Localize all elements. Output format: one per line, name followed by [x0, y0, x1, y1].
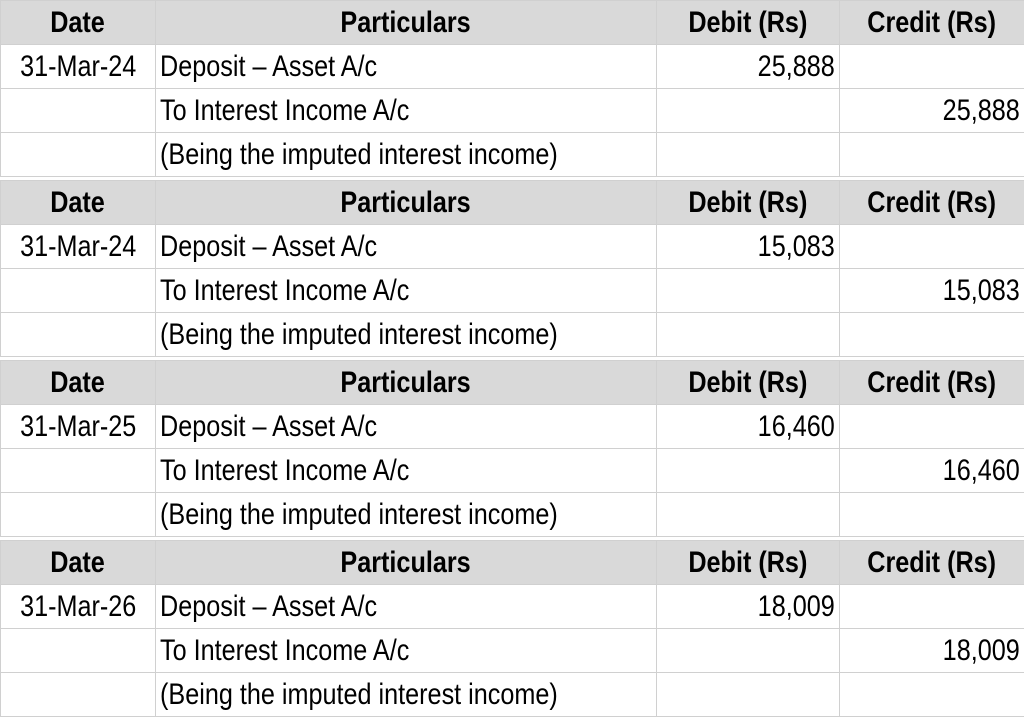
empty-cell: [657, 449, 840, 493]
debit-row: [1, 405, 1024, 449]
empty-cell: [657, 313, 840, 357]
empty-cell: [840, 133, 1024, 177]
credit-row: [1, 449, 1024, 493]
empty-cell: [1, 313, 156, 357]
particulars-header: Particulars: [156, 361, 657, 405]
date-header: Date: [1, 361, 156, 405]
narration-row: [1, 493, 1024, 537]
particulars-header: Particulars: [156, 1, 657, 45]
empty-cell: [657, 133, 840, 177]
narration: (Being the imputed interest income): [156, 673, 657, 717]
credit-amount: 25,888: [840, 89, 1024, 133]
journal-entry-table: [0, 540, 1024, 717]
empty-cell: [1, 449, 156, 493]
debit-account: Deposit – Asset A/c: [156, 585, 657, 629]
debit-header: Debit (Rs): [657, 181, 840, 225]
header-row: [1, 181, 1024, 225]
empty-cell: [657, 269, 840, 313]
credit-header: Credit (Rs): [840, 1, 1024, 45]
credit-account: To Interest Income A/c: [156, 269, 657, 313]
credit-account: To Interest Income A/c: [156, 449, 657, 493]
narration-row: [1, 673, 1024, 717]
debit-row: [1, 585, 1024, 629]
narration-row: [1, 313, 1024, 357]
entry-date: 31-Mar-25: [1, 405, 156, 449]
empty-cell: [657, 673, 840, 717]
debit-account: Deposit – Asset A/c: [156, 45, 657, 89]
narration: (Being the imputed interest income): [156, 313, 657, 357]
debit-header: Debit (Rs): [657, 541, 840, 585]
debit-amount: 18,009: [657, 585, 840, 629]
header-row: [1, 541, 1024, 585]
empty-cell: [1, 89, 156, 133]
empty-cell: [840, 585, 1024, 629]
debit-row: [1, 45, 1024, 89]
empty-cell: [840, 673, 1024, 717]
debit-row: [1, 225, 1024, 269]
narration: (Being the imputed interest income): [156, 133, 657, 177]
journal-entry-table: [0, 180, 1024, 357]
credit-header: Credit (Rs): [840, 541, 1024, 585]
empty-cell: [1, 493, 156, 537]
credit-account: To Interest Income A/c: [156, 629, 657, 673]
debit-account: Deposit – Asset A/c: [156, 225, 657, 269]
empty-cell: [840, 225, 1024, 269]
credit-row: [1, 269, 1024, 313]
empty-cell: [1, 629, 156, 673]
debit-account: Deposit – Asset A/c: [156, 405, 657, 449]
debit-amount: 16,460: [657, 405, 840, 449]
credit-header: Credit (Rs): [840, 361, 1024, 405]
credit-row: [1, 89, 1024, 133]
empty-cell: [840, 405, 1024, 449]
particulars-header: Particulars: [156, 181, 657, 225]
narration: (Being the imputed interest income): [156, 493, 657, 537]
credit-amount: 18,009: [840, 629, 1024, 673]
debit-amount: 15,083: [657, 225, 840, 269]
credit-account: To Interest Income A/c: [156, 89, 657, 133]
narration-row: [1, 133, 1024, 177]
date-header: Date: [1, 181, 156, 225]
credit-amount: 16,460: [840, 449, 1024, 493]
credit-row: [1, 629, 1024, 673]
date-header: Date: [1, 541, 156, 585]
header-row: [1, 361, 1024, 405]
empty-cell: [840, 313, 1024, 357]
journal-entry-table: [0, 360, 1024, 537]
debit-header: Debit (Rs): [657, 361, 840, 405]
credit-amount: 15,083: [840, 269, 1024, 313]
empty-cell: [657, 629, 840, 673]
journal-entry-table: [0, 0, 1024, 177]
empty-cell: [840, 493, 1024, 537]
debit-header: Debit (Rs): [657, 1, 840, 45]
empty-cell: [657, 493, 840, 537]
credit-header: Credit (Rs): [840, 181, 1024, 225]
particulars-header: Particulars: [156, 541, 657, 585]
empty-cell: [1, 673, 156, 717]
entry-date: 31-Mar-26: [1, 585, 156, 629]
header-row: [1, 1, 1024, 45]
empty-cell: [1, 133, 156, 177]
empty-cell: [840, 45, 1024, 89]
empty-cell: [657, 89, 840, 133]
debit-amount: 25,888: [657, 45, 840, 89]
entry-date: 31-Mar-24: [1, 225, 156, 269]
entry-date: 31-Mar-24: [1, 45, 156, 89]
date-header: Date: [1, 1, 156, 45]
empty-cell: [1, 269, 156, 313]
